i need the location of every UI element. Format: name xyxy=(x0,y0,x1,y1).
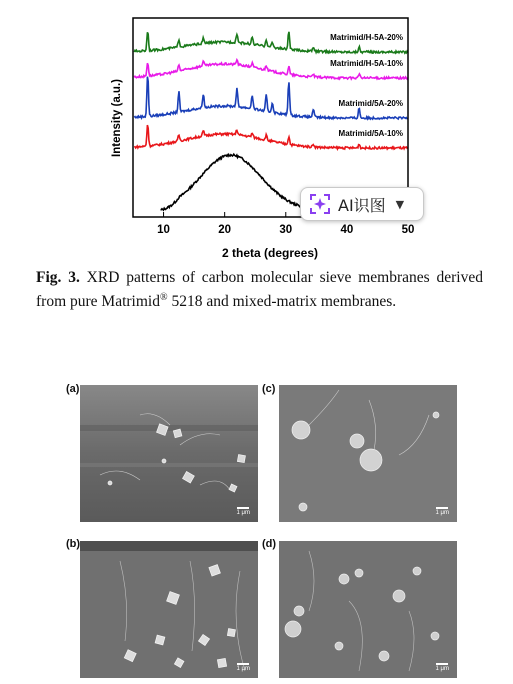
sem-texture-d xyxy=(279,541,457,678)
panel-letter-b: (b) xyxy=(66,538,81,550)
scale-bar-c: 1 μm xyxy=(436,507,449,516)
caption-text-1: XRD patterns of carbon molecular sieve membranes derived from pure Matrimid xyxy=(36,269,483,311)
x-tick-label: 30 xyxy=(279,224,293,236)
scale-bar-b: 1 μm xyxy=(237,663,250,672)
panel-letter-c: (c) xyxy=(262,383,276,395)
chevron-down-icon[interactable]: ▼ xyxy=(395,197,405,211)
panel-letter-d: (d) xyxy=(262,538,277,550)
caption-text-2: 5218 and mixed-matrix membranes. xyxy=(167,293,397,311)
sem-image-c xyxy=(279,385,457,522)
sem-texture-b xyxy=(80,541,258,678)
sem-texture-c xyxy=(279,385,457,522)
x-tick-label: 20 xyxy=(218,224,232,236)
legend-labels xyxy=(330,33,403,138)
ai-widget-label: AI识图 xyxy=(338,195,386,215)
xrd-chart xyxy=(0,0,513,265)
sem-image-b xyxy=(80,541,258,678)
x-tick-label: 50 xyxy=(401,224,415,236)
xrd-series-line xyxy=(134,77,408,120)
registered-mark: ® xyxy=(159,292,168,303)
sem-texture-a xyxy=(80,385,258,522)
series-label: Matrimid/5A-20% xyxy=(338,99,403,108)
sem-image-a xyxy=(80,385,258,522)
x-axis-label: 2 theta (degrees) xyxy=(221,246,319,260)
figure-label: Fig. 3. xyxy=(36,269,80,286)
x-tick-label: 10 xyxy=(157,224,170,236)
sem-image-d xyxy=(279,541,457,678)
panel-letter-a: (a) xyxy=(66,383,80,395)
series-label: Matrimid/H-5A-10% xyxy=(330,59,403,68)
figure-caption xyxy=(36,268,483,312)
y-axis-label: Intensity (a.u.) xyxy=(111,79,123,157)
scale-bar-a: 1 μm xyxy=(237,507,250,516)
x-tick-label: 40 xyxy=(340,224,354,236)
ai-scan-icon xyxy=(308,192,332,216)
series-label: Matrimid/H-5A-20% xyxy=(330,33,403,42)
series-label: Matrimid/5A-10% xyxy=(338,129,403,138)
ai-image-recognition-button[interactable] xyxy=(300,187,424,221)
scale-bar-d: 1 μm xyxy=(436,663,449,672)
